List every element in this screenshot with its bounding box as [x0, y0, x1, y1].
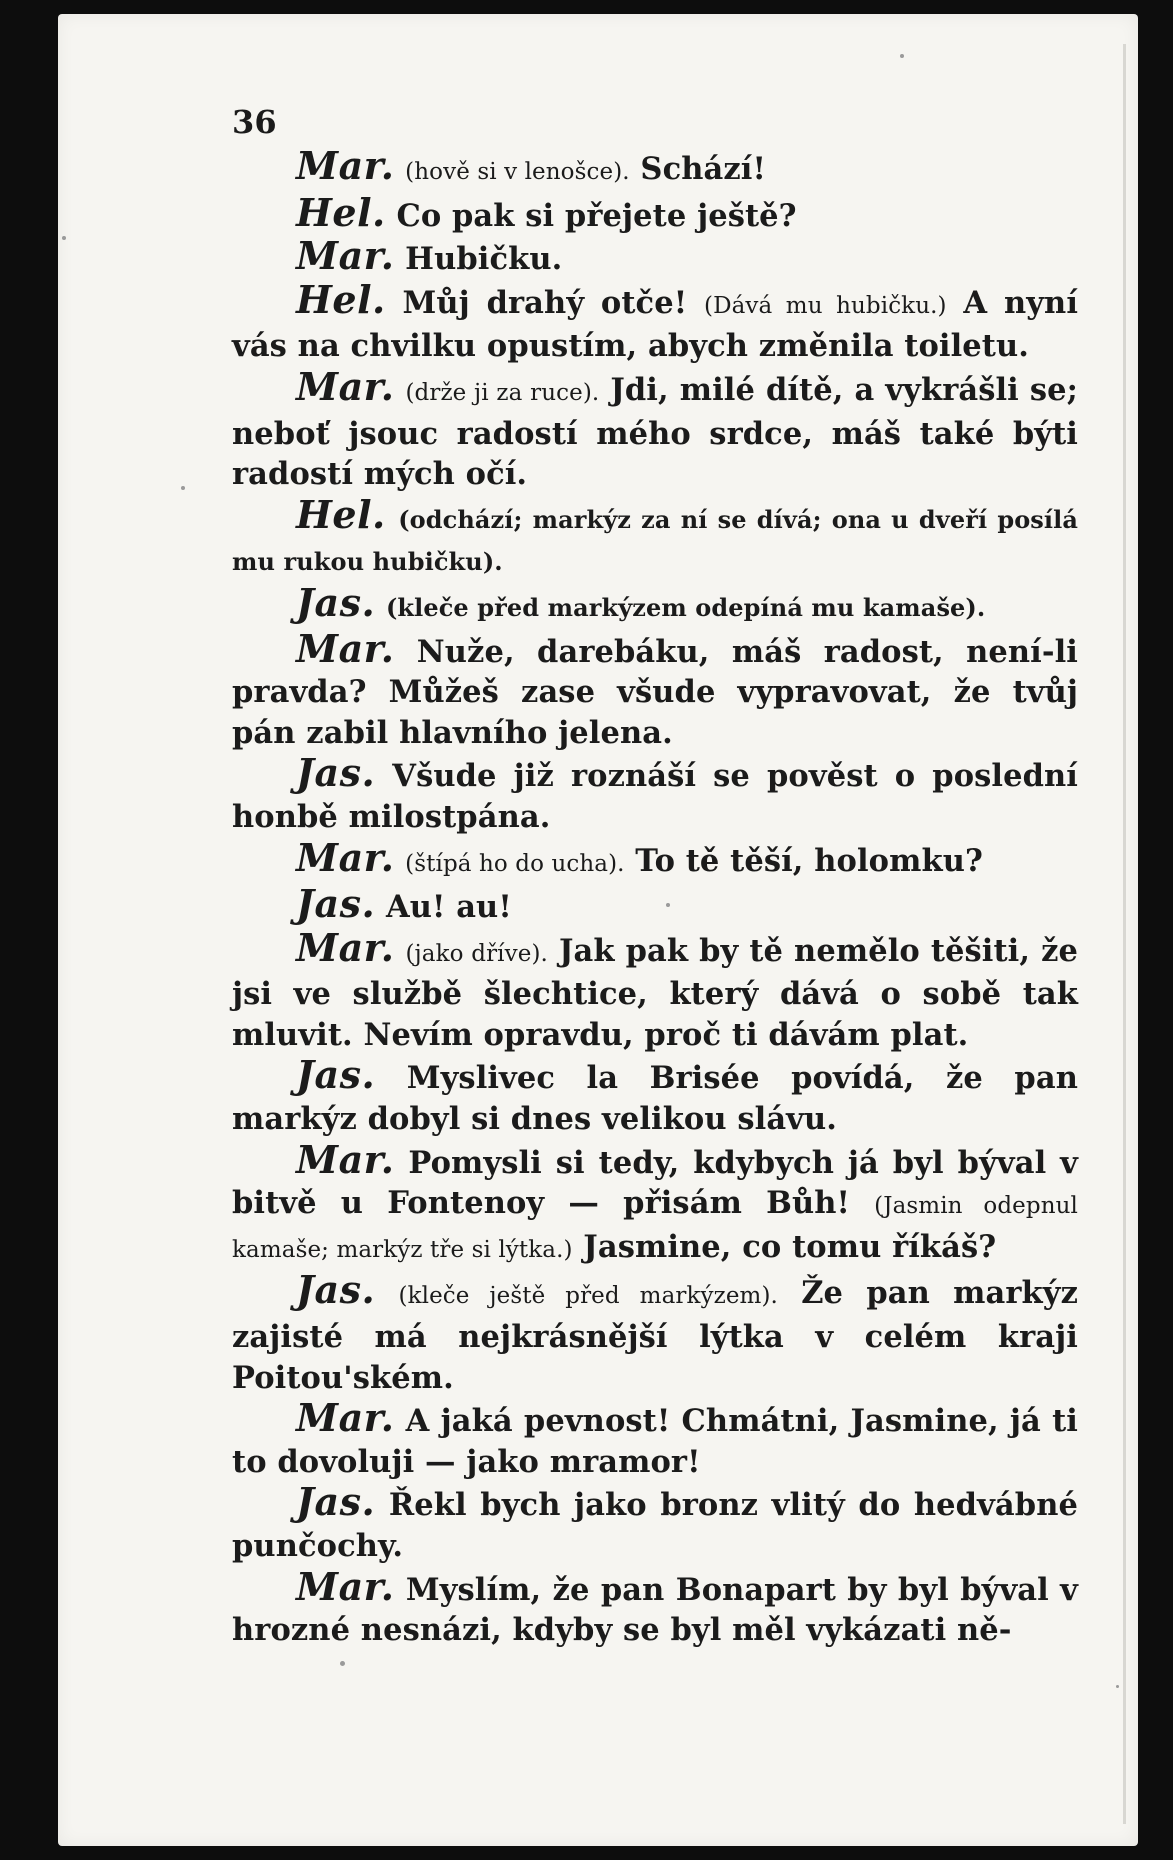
dialogue-text: Jasmine, co tomu říkáš?: [572, 1228, 997, 1265]
paragraph: [232, 881, 1078, 928]
paragraph: [232, 1395, 1078, 1482]
stage-direction: (jako dříve).: [405, 940, 548, 967]
paragraph: [232, 491, 1079, 583]
speaker-name: Mar.: [296, 1136, 395, 1182]
speaker-name: Jas.: [296, 881, 376, 927]
speaker-name: Mar.: [296, 834, 395, 880]
speaker-name: Hel.: [296, 189, 386, 235]
dialogue-text: Co pak si přejete ještě?: [385, 197, 797, 234]
paragraph: [232, 143, 1078, 193]
speaker-name: Mar.: [296, 143, 395, 188]
page-text: [232, 100, 1078, 1651]
stage-direction: (Jasmin odepnul kamaše; markýz tře si lýtka.): [232, 1193, 1078, 1263]
speaker-name: Mar.: [296, 924, 395, 970]
paragraph: [232, 1479, 1078, 1566]
dust-speck: [1116, 1685, 1119, 1688]
paragraph: [232, 1136, 1078, 1271]
speaker-name: Jas.: [296, 579, 376, 625]
paragraph: [232, 189, 1078, 237]
dialogue-text: Schází!: [629, 151, 766, 187]
speaker-name: Jas.: [296, 1479, 376, 1525]
speaker-name: Mar.: [296, 363, 395, 409]
paragraph: [232, 1563, 1078, 1651]
speaker-name: Mar.: [296, 1395, 395, 1441]
dust-speck: [900, 54, 904, 58]
paragraph: [232, 363, 1078, 495]
stage-direction: (kleče před markýzem odepíná mu kamaše).: [385, 592, 986, 622]
paragraph: [232, 276, 1079, 367]
stage-direction: (drže ji za ruce).: [405, 379, 600, 406]
dialogue-text: A nyní vás na chvilku opustím, abych změnila toiletu.: [232, 284, 1079, 365]
paragraph: [232, 1052, 1078, 1139]
dialogue-text: To tě těší, holomku?: [624, 842, 983, 879]
dialogue-text: A jaká pevnost! Chmátni, Jasmine, já ti to dovoluji — jako mramor!: [232, 1403, 1078, 1480]
paragraph: [232, 579, 1078, 629]
dialogue-text: Jak pak by tě nemělo těšiti, že jsi ve službě šlechtice, který dává o sobě tak mluvit. Nevím opravdu, proč ti dávám plat.: [232, 932, 1079, 1053]
paragraph: [232, 625, 1078, 754]
paragraph: [232, 924, 1079, 1056]
speaker-name: Hel.: [296, 276, 386, 322]
dust-speck: [62, 236, 66, 240]
dialogue-text: Všude již roznáší se pověst o poslední honbě milostpána.: [232, 758, 1078, 835]
dialogue-text: Že pan markýz zajisté má nejkrásnější lýtka v celém kraji Poitou'ském.: [232, 1275, 1079, 1396]
speaker-name: Jas.: [296, 750, 376, 796]
dialogue-text: Jdi, milé dítě, a vykrášli se; neboť jsouc radostí mého srdce, máš také býti radostí mých očí.: [232, 371, 1078, 493]
dust-speck: [340, 1661, 345, 1666]
stage-direction: (kleče ještě před markýzem).: [398, 1283, 778, 1310]
speaker-name: Mar.: [296, 1563, 395, 1609]
stage-direction: (Dává mu hubičku.): [704, 292, 947, 319]
stage-direction: (hově si v lenošce).: [405, 159, 630, 185]
speaker-name: Jas.: [296, 1267, 376, 1313]
speaker-name: Mar.: [296, 233, 395, 279]
speaker-name: Jas.: [296, 1052, 376, 1098]
dialogue-text: Můj drahý otče!: [385, 284, 688, 321]
speaker-name: Mar.: [296, 625, 395, 671]
dialogue-text: Řekl bych jako bronz vlitý do hedvábné punčochy.: [232, 1487, 1078, 1564]
stage-direction: (odchází; markýz za ní se dívá; ona u dveří posílá mu rukou hubičku).: [232, 504, 1079, 577]
paragraph: [232, 1267, 1079, 1398]
dialogue-text: Pomysli si tedy, kdybych já byl býval v bitvě u Fontenoy — přisám Bůh!: [232, 1144, 1078, 1222]
paragraph: [232, 750, 1078, 837]
dust-speck: [181, 486, 185, 490]
dialogue-text: Nuže, darebáku, máš radost, není-li pravda? Můžeš zase všude vypravovat, že tvůj pán zabil hlavního jelena.: [232, 633, 1078, 751]
dialogue-text: Myslím, že pan Bonapart by byl býval v hrozné nesnázi, kdyby se byl měl vykázati ně-: [232, 1571, 1078, 1649]
dialogue-text: Au! au!: [375, 889, 512, 926]
paragraph: [232, 233, 1078, 280]
stage-direction: (štípá ho do ucha).: [405, 850, 625, 877]
dialogue-text: Hubičku.: [394, 241, 563, 278]
page-edge: [1123, 44, 1126, 1824]
page-number: 36: [232, 103, 277, 141]
speaker-name: Hel.: [296, 491, 386, 537]
paragraph: [232, 834, 1078, 885]
dialogue-text: Myslivec la Brisée povídá, že pan markýz dobyl si dnes velikou slávu.: [232, 1060, 1078, 1138]
